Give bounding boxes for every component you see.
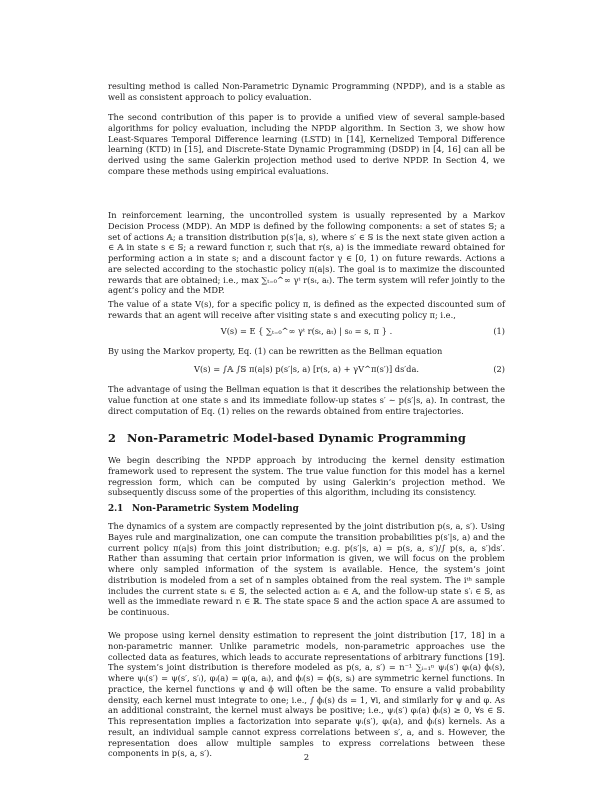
paragraph-text: In reinforcement learning, the uncontrolled system is usually represented by a Markov Decision Process (MDP). An MDP is defined by the following components: a set of states 𝕊; a set of actions 𝔸; a transition distribution p(s′|a, s), where s′ ∈ 𝕊 is the next state given action a ∈ 𝔸 in state s ∈ 𝕊; a reward function r, such that r(s, a) is the immediate reward obtained for performing action a in state s; and a discount factor γ ∈ [0, 1) on future rewards. Actions a are selected according to the stochastic policy π(a|s). The goal is to maximize the discounted rewards that are obtained; i.e., max ∑ₜ₌₀^∞ γᵗ r(sₜ, aₜ). The term system will refer jointly to the agent’s policy and the MDP. [108,210,505,296]
equation-2 [108,364,505,377]
paragraph-value-definition [108,299,505,321]
subsection-heading [108,504,299,514]
paragraph-bellman-advantage [108,384,505,416]
equation-number: (2) [493,364,505,374]
paragraph-text: We propose using kernel density estimation to represent the joint distribution [17, 18] in a non-parametric manner. Unlike parametric models, non-parametric approaches use the collected data as features, which leads to accurate representations of arbitrary functions [19]. The system’s joint distribution is therefore modeled as p(s, a, s′) = n⁻¹ ∑ᵢ₌₁ⁿ ψᵢ(s′) φᵢ(a) ϕᵢ(s), where ψᵢ(s′) = ψ(s′, s′ᵢ), φᵢ(a) = φ(a, aᵢ), and ϕᵢ(s) = ϕ(s, sᵢ) are symmetric kernel functions. In practice, the kernel functions ψ and ϕ will often be the same. To ensure a valid probability density, each kernel must integrate to one; i.e., ∫ ϕᵢ(s) ds = 1, ∀i, and similarly for ψ and φ. As an additional constraint, the kernel must always be positive; i.e., ψᵢ(s′) φᵢ(a) ϕᵢ(s) ≥ 0, ∀s ∈ 𝕊. This representation implies a factorization into separate ψᵢ(s′), φᵢ(a), and ϕᵢ(s) kernels. As a result, an individual sample cannot express correlations between s′, a, and s. However, the representation does allow multiple samples to express correlations between these components in p(s, a, s′). [108,630,505,759]
equation-body: V(s) = E { ∑ₜ₌₀^∞ γᵗ r(sₜ, aₜ) | s₀ = s, π } . [220,326,393,336]
paragraph-text: By using the Markov property, Eq. (1) can be rewritten as the Bellman equation [108,346,443,356]
paragraph-text: The advantage of using the Bellman equation is that it describes the relationship between the value function at one state s and its immediate follow-up states s′ ∼ p(s′|s, a). In contrast, the direct computation of Eq. (1) relies on the rewards obtained from entire trajectories. [108,384,505,416]
paragraph-mdp [108,210,505,296]
section-heading [108,431,466,445]
subsection-title: Non-Parametric System Modeling [132,504,299,514]
paragraph-text: We begin describing the NPDP approach by introducing the kernel density estimation framework used to represent the system. The true value function for this model has a kernel regression form, which can be computed by using Galerkin’s projection method. We subsequently discuss some of the properties of this algorithm, including its consistency. [108,455,505,498]
paragraph-text: The value of a state V(s), for a specific policy π, is defined as the expected discounted sum of rewards that an agent will receive after visiting state s and executing policy π; i.e., [108,299,505,320]
paragraph-system-dynamics [108,521,505,618]
paragraph-kernel-density [108,630,505,759]
paragraph-text: The dynamics of a system are compactly represented by the joint distribution p(s, a, s′). Using Bayes rule and marginalization, one can compute the transition probabilities p(s′|s, a) and the current policy π(a|s) from this joint distribution; e.g. p(s′|s, a) = p(s, a, s′)/∫ p(s, a, s′)ds′. Rather than assuming that certain prior information is given, we will focus on the problem where only sampled information of the system is available. Hence, the system’s joint distribution is modeled from a set of n samples obtained from the real system. The iᵗʰ sample includes the current state sᵢ ∈ 𝕊, the selected action aᵢ ∈ 𝔸, and the follow-up state s′ᵢ ∈ 𝕊, as well as the immediate reward rᵢ ∈ ℝ. The state space 𝕊 and the action space 𝔸 are assumed to be continuous. [108,521,505,617]
paragraph-markov [108,346,505,357]
paragraph-section-intro [108,455,505,498]
paragraph-contribution [108,112,505,177]
page-number: 2 [303,752,310,762]
subsection-number: 2.1 [108,504,124,514]
equation-body: V(s) = ∫𝔸 ∫𝕊 π(a|s) p(s′|s, a) [r(s, a) + γV^π(s′)] ds′da. [194,364,419,374]
section-number: 2 [108,431,116,445]
equation-1 [108,326,505,339]
section-title: Non-Parametric Model-based Dynamic Programming [127,431,466,445]
paragraph-text: resulting method is called Non-Parametric Dynamic Programming (NPDP), and is a stable as well as consistent approach to policy evaluation. [108,81,505,102]
paragraph-npdp-intro [108,81,505,103]
equation-number: (1) [493,326,505,336]
paragraph-text: The second contribution of this paper is to provide a unified view of several sample-based algorithms for policy evaluation, including the NPDP algorithm. In Section 3, we show how Least-Squares Temporal Difference learning (LSTD) in [14], Kernelized Temporal Difference learning (KTD) in [15], and Discrete-State Dynamic Programming (DSDP) in [4, 16] can all be derived using the same Galerkin projection method used to derive NPDP. In Section 4, we compare these methods using empirical evaluations. [108,112,505,176]
